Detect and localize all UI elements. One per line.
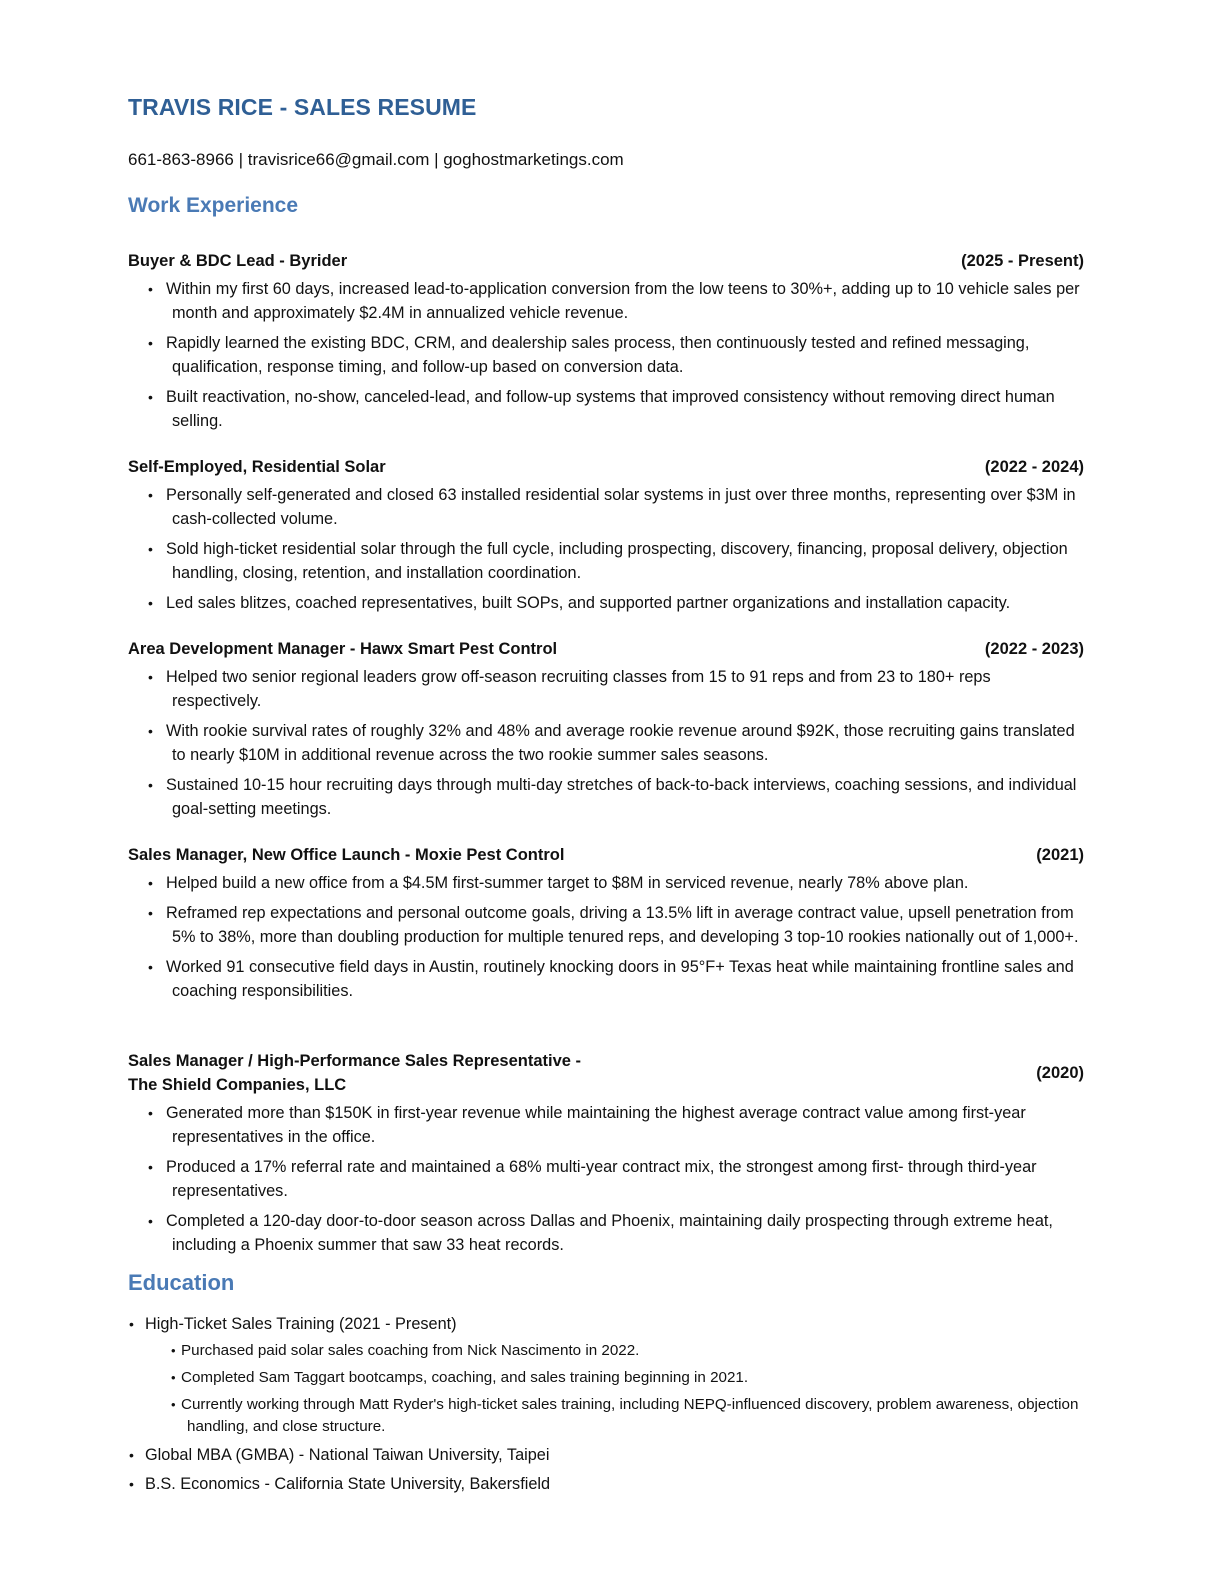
list-item: • Currently working through Matt Ryder's high-ticket sales training, including NEPQ-influenced discovery, problem awareness, objection handling, and close structure. bbox=[145, 1394, 1084, 1438]
job-header bbox=[128, 249, 1084, 273]
job-dates: (2025 - Present) bbox=[961, 252, 1084, 270]
job-bullets bbox=[128, 483, 1084, 615]
job-header bbox=[128, 455, 1084, 479]
education-item bbox=[128, 1472, 1084, 1496]
job-header bbox=[128, 843, 1084, 867]
job-bullets bbox=[128, 1101, 1084, 1257]
education-heading: Education bbox=[128, 1270, 235, 1295]
job-dates: (2021) bbox=[1036, 846, 1084, 864]
list-item: • Completed a 120-day door-to-door season across Dallas and Phoenix, maintaining daily prospecting through extreme heat, including a Phoenix summer that saw 33 heat records. bbox=[128, 1209, 1084, 1257]
job-dates: (2022 - 2023) bbox=[984, 640, 1084, 658]
job-title: Buyer & BDC Lead - Byrider bbox=[128, 252, 348, 270]
list-item: • Completed Sam Taggart bootcamps, coaching, and sales training beginning in 2021. bbox=[145, 1367, 1084, 1389]
job-entry bbox=[128, 1049, 1084, 1263]
education-list bbox=[128, 1312, 1084, 1501]
job-dates: (2020) bbox=[1036, 1064, 1084, 1082]
job-header bbox=[128, 1049, 1084, 1097]
list-item: • Purchased paid solar sales coaching from Nick Nascimento in 2022. bbox=[145, 1340, 1084, 1362]
job-title bbox=[128, 1049, 648, 1097]
education-item bbox=[128, 1312, 1084, 1438]
job-entry bbox=[128, 637, 1084, 827]
list-item: • Rapidly learned the existing BDC, CRM, and dealership sales process, then continuously tested and refined messaging, qualification, response timing, and follow-up based on conversion data. bbox=[128, 331, 1084, 379]
list-item: • Reframed rep expectations and personal outcome goals, driving a 13.5% lift in average contract value, upsell penetration from 5% to 38%, more than doubling production for multiple tenured reps, and developing 3 top-10 rookies nationally out of 1,000+. bbox=[128, 901, 1084, 949]
contact-info: 661-863-8966 | travisrice66@gmail.com | goghostmarketings.com bbox=[128, 150, 624, 169]
education-label: High-Ticket Sales Training (2021 - Present) bbox=[145, 1315, 457, 1333]
list-item: • Built reactivation, no-show, canceled-lead, and follow-up systems that improved consistency without removing direct human selling. bbox=[128, 385, 1084, 433]
page-title: TRAVIS RICE - SALES RESUME bbox=[128, 94, 477, 120]
job-title: Sales Manager, New Office Launch - Moxie Pest Control bbox=[128, 846, 565, 864]
list-item: • Produced a 17% referral rate and maintained a 68% multi-year contract mix, the strongest among first- through third-year representatives. bbox=[128, 1155, 1084, 1203]
list-item: • Worked 91 consecutive field days in Austin, routinely knocking doors in 95°F+ Texas heat while maintaining frontline sales and coaching responsibilities. bbox=[128, 955, 1084, 1003]
education-item bbox=[128, 1443, 1084, 1467]
job-title: Area Development Manager - Hawx Smart Pest Control bbox=[128, 640, 558, 658]
job-title-line: The Shield Companies, LLC bbox=[128, 1076, 347, 1094]
job-entry bbox=[128, 455, 1084, 621]
list-item: • Within my first 60 days, increased lead-to-application conversion from the low teens to 30%+, adding up to 10 vehicle sales per month and approximately $2.4M in annualized vehicle revenue. bbox=[128, 277, 1084, 325]
list-item: • Led sales blitzes, coached representatives, built SOPs, and supported partner organizations and installation capacity. bbox=[128, 591, 1084, 615]
list-item: • Personally self-generated and closed 63 installed residential solar systems in just over three months, representing over $3M in cash-collected volume. bbox=[128, 483, 1084, 531]
work-experience-heading: Work Experience bbox=[128, 194, 299, 217]
job-title: Self-Employed, Residential Solar bbox=[128, 458, 386, 476]
job-header bbox=[128, 637, 1084, 661]
job-bullets bbox=[128, 665, 1084, 821]
list-item: • With rookie survival rates of roughly 32% and 48% and average rookie revenue around $92K, those recruiting gains translated to nearly $10M in additional revenue across the two rookie summer sales seasons. bbox=[128, 719, 1084, 767]
education-label: B.S. Economics - California State University, Bakersfield bbox=[145, 1475, 551, 1493]
job-bullets bbox=[128, 871, 1084, 1003]
list-item: • Sustained 10-15 hour recruiting days through multi-day stretches of back-to-back interviews, coaching sessions, and individual goal-setting meetings. bbox=[128, 773, 1084, 821]
education-label: Global MBA (GMBA) - National Taiwan University, Taipei bbox=[145, 1446, 550, 1464]
list-item: • Generated more than $150K in first-year revenue while maintaining the highest average contract value among first-year representatives in the office. bbox=[128, 1101, 1084, 1149]
list-item: • Helped build a new office from a $4.5M first-summer target to $8M in serviced revenue, nearly 78% above plan. bbox=[128, 871, 1084, 895]
job-entry bbox=[128, 843, 1084, 1009]
education-details bbox=[145, 1340, 1084, 1438]
job-dates: (2022 - 2024) bbox=[984, 458, 1084, 476]
job-bullets bbox=[128, 277, 1084, 433]
job-title-line: Sales Manager / High-Performance Sales Representative - bbox=[128, 1052, 582, 1070]
job-entry bbox=[128, 249, 1084, 439]
list-item: • Helped two senior regional leaders grow off-season recruiting classes from 15 to 91 reps and from 23 to 180+ reps respectively. bbox=[128, 665, 1084, 713]
list-item: • Sold high-ticket residential solar through the full cycle, including prospecting, discovery, financing, proposal delivery, objection handling, closing, retention, and installation coordination. bbox=[128, 537, 1084, 585]
